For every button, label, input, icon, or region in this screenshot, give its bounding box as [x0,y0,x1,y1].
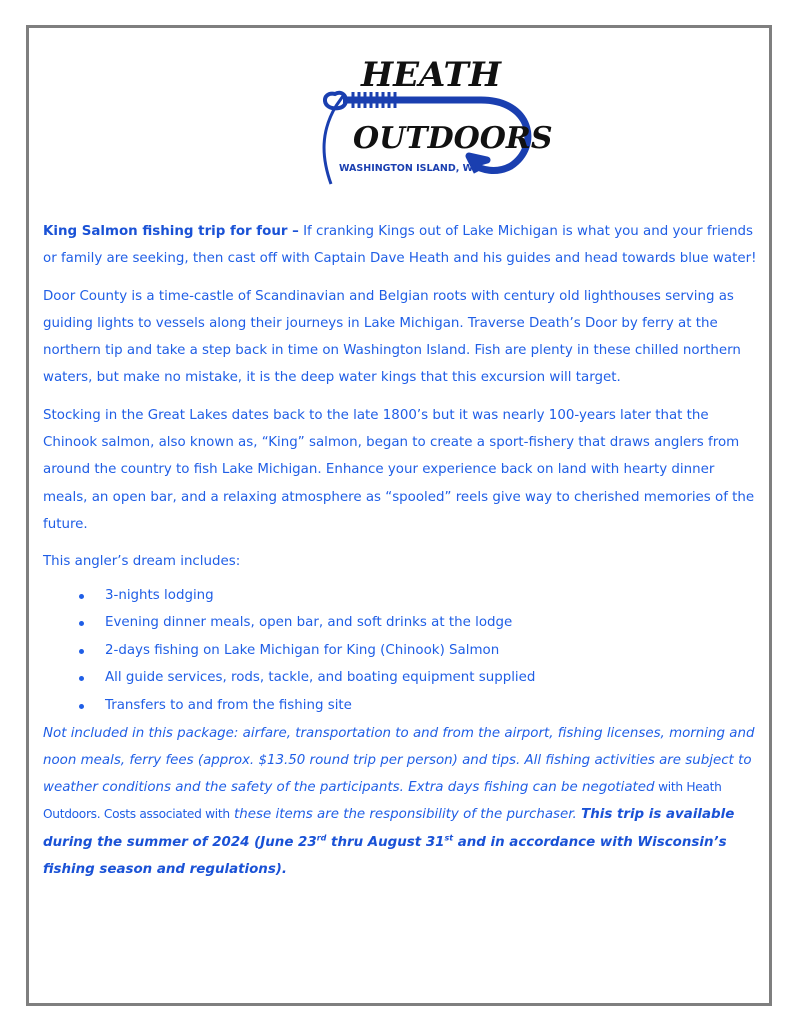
availability-text-c: and in accordance with Wisconsin’s fishing season and regulations). [43,834,727,878]
negotiation-text: with Heath Outdoors. Costs associated with [43,780,722,822]
logo-subtitle: WASHINGTON ISLAND, WI [339,163,477,174]
includes-intro: This angler’s dream includes: [43,554,241,570]
page-frame [26,25,772,1006]
list-item: Transfers to and from the fishing site [91,692,759,720]
intro-text: If cranking Kings out of Lake Michigan is what you and your friends or family are seeking, then cast off with Captain Dave Heath and his guides and head towards blue water! [43,224,757,267]
list-item: Evening dinner meals, open bar, and soft drinks at the lodge [91,609,759,637]
ordinal-suffix-rd: rd [316,833,327,843]
not-included-paragraph [43,720,759,884]
list-item: 2-days fishing on Lake Michigan for King (Chinook) Salmon [91,637,759,665]
responsibility-text: these items are the responsibility of the purchaser. [229,807,582,823]
availability-text-a: This trip is available during the summer of 2024 (June 23 [43,807,735,850]
heath-outdoors-logo [291,36,561,186]
logo-title-heath: HEATH [361,55,501,95]
paragraph-door-county: Door County is a time-castle of Scandinavian and Belgian roots with century old lighthouses serving as guiding lights to vessels along their journeys in Lake Michigan. Traverse Death’s Door by ferry at the northern tip and take a step back in time on Washington Island. Fish are plenty in these chilled northern waters, but make no mistake, it is the deep water kings that this excursion will target. [43,288,741,386]
list-item: All guide services, rods, tackle, and boating equipment supplied [91,664,759,692]
paragraph-stocking: Stocking in the Great Lakes dates back to the late 1800’s but it was nearly 100-years later that the Chinook salmon, also known as, “King” salmon, began to create a sport-fishery that draws anglers from around the country to fish Lake Michigan. Enhance your experience back on land with hearty dinner meals, an open bar, and a relaxing atmosphere as “spooled” reels give way to cherished memories of the future. [43,407,755,532]
logo-title-outdoors: OUTDOORS [353,121,553,156]
list-item: 3-nights lodging [91,582,759,610]
intro-heading: King Salmon fishing trip for four – [43,224,299,239]
not-included-text: Not included in this package: airfare, transportation to and from the airport, fishing licenses, morning and noon meals, ferry fees (approx. $13.50 round trip per person) and tips. All fishing activities are subject to weather conditions and the safety of the participants. Extra days fishing can be negotiated [43,725,755,796]
ordinal-suffix-st: st [444,833,454,843]
intro-paragraph [43,218,759,273]
includes-list [43,582,759,720]
availability-text-b: thru August 31 [326,834,445,850]
document-body [43,218,759,893]
